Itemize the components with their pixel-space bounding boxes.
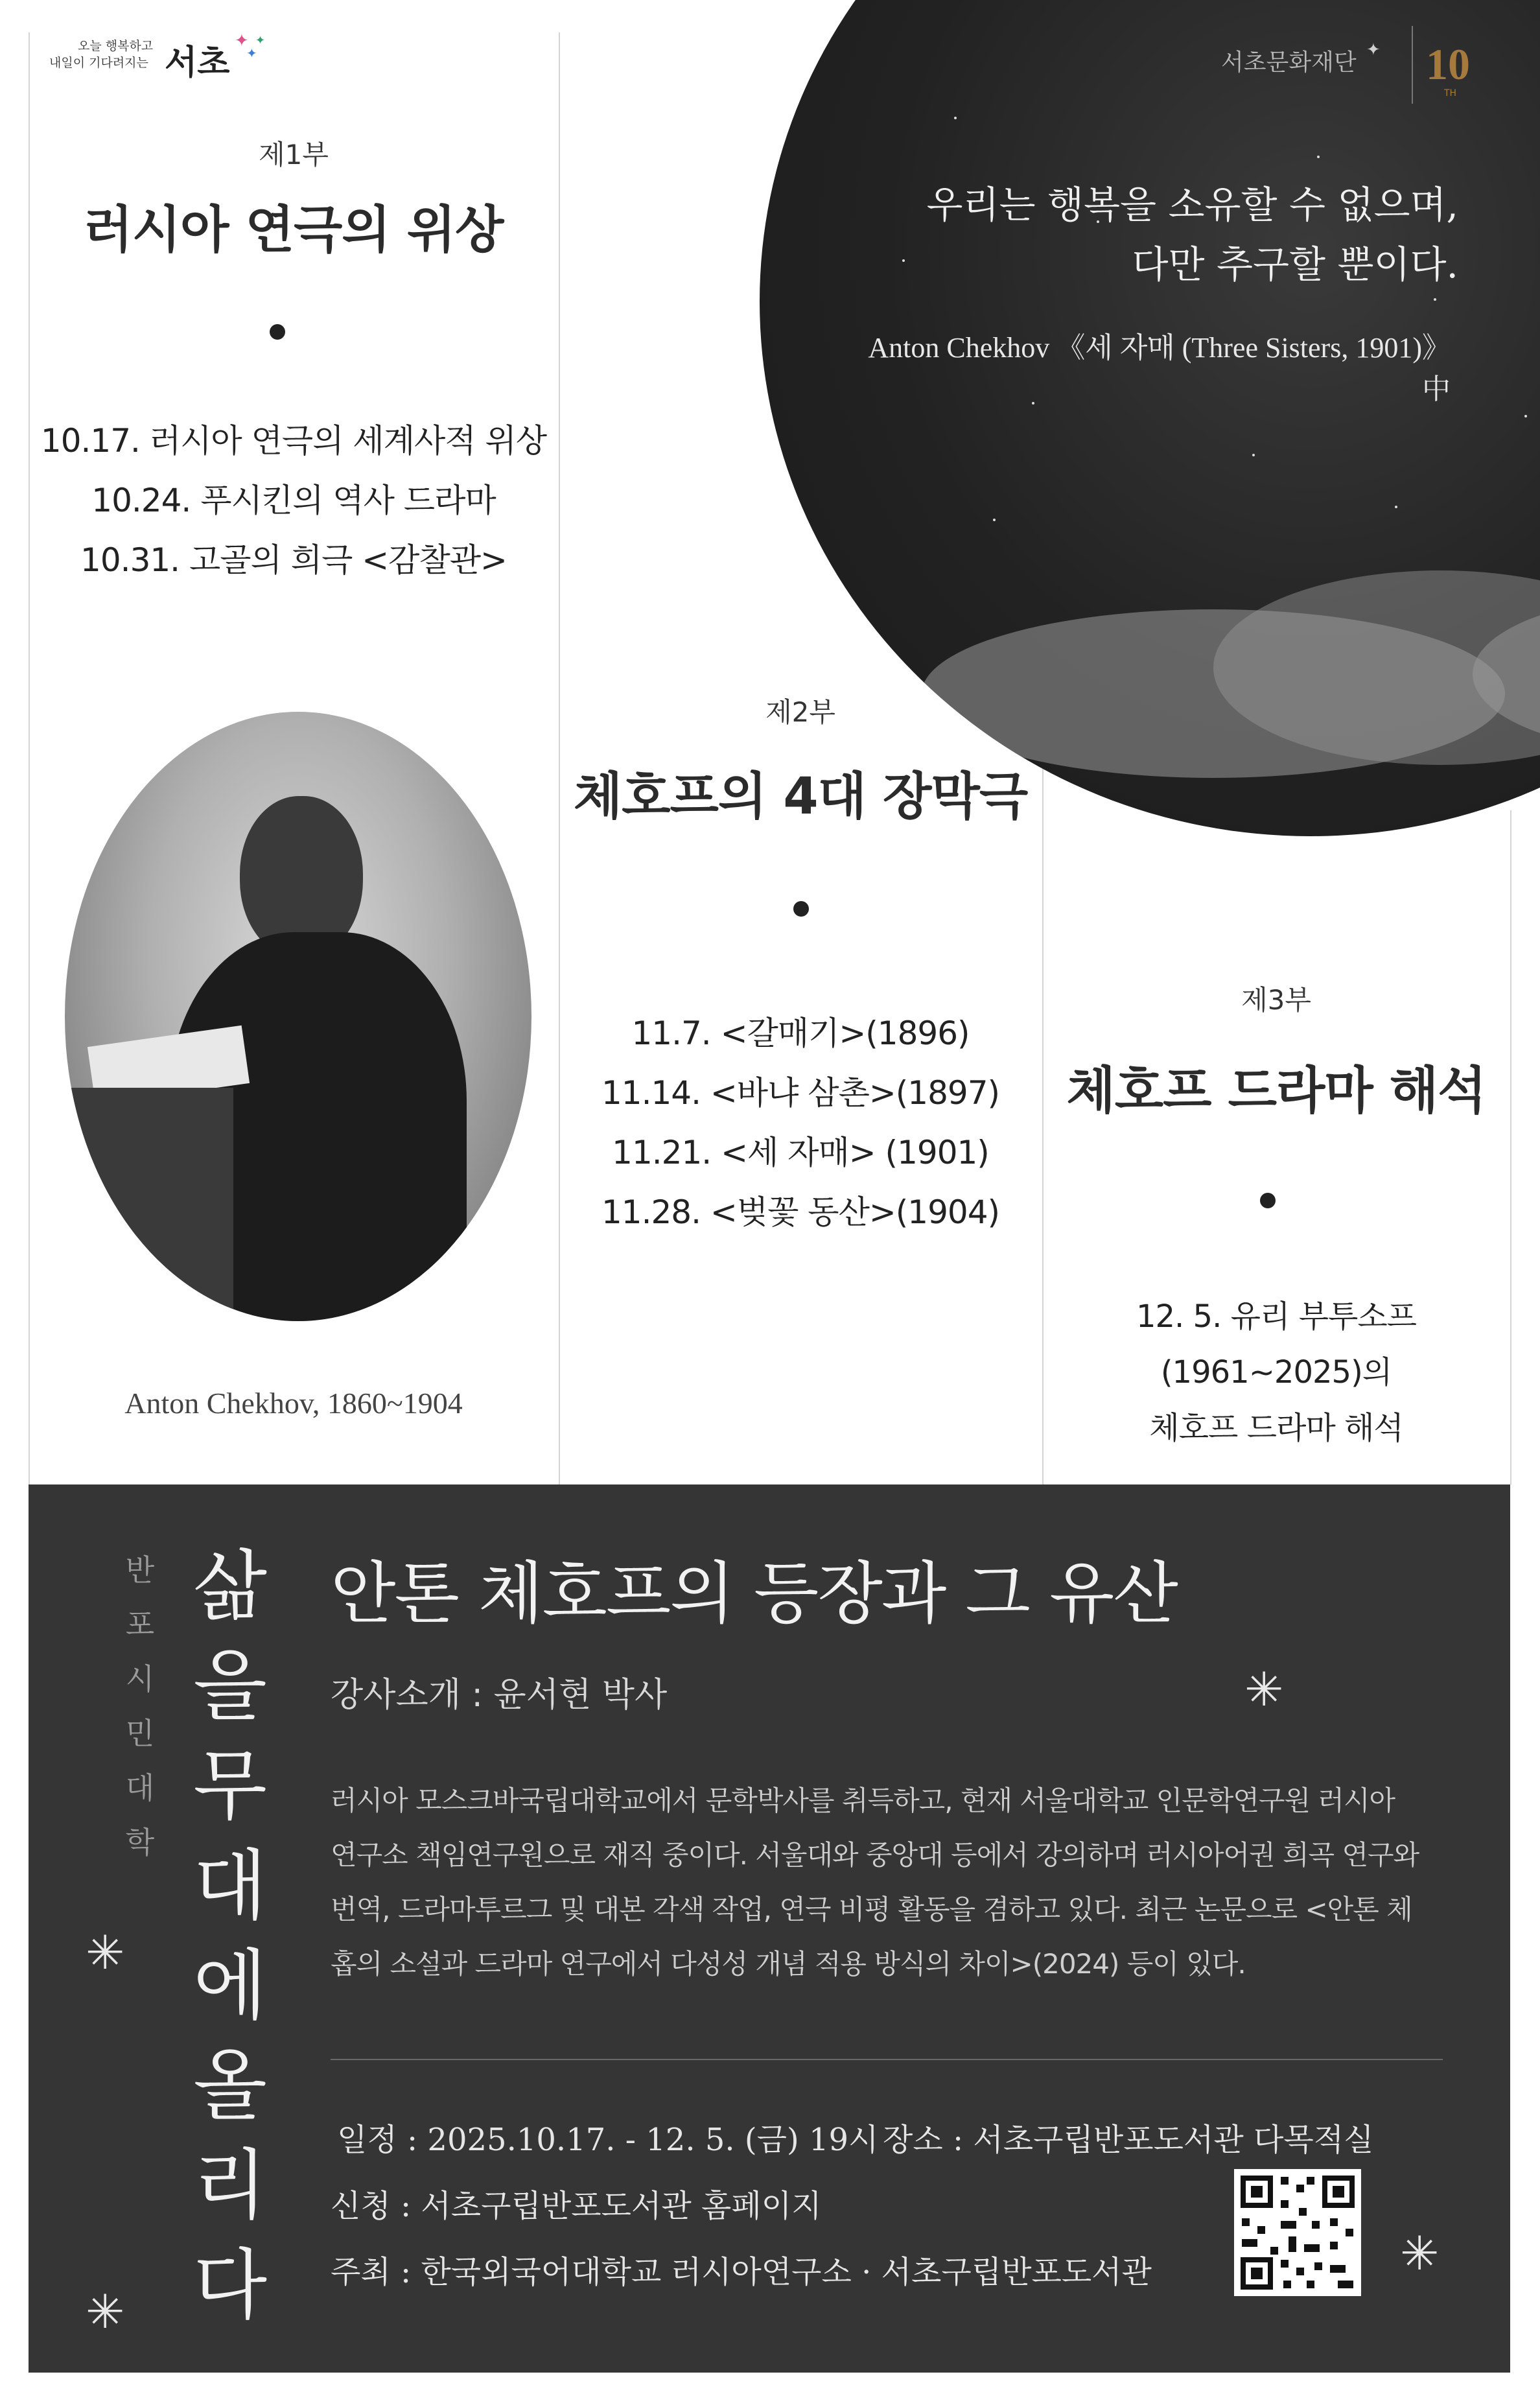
venue-info: 장소 : 서초구립반포도서관 다목적실 [883,2122,1374,2158]
sparkle-icon: ✳ [86,2284,125,2339]
quote-line2: 다만 추구할 뿐이다. [1132,242,1458,287]
part2-title: 체호프의 4대 장막극 [573,768,1028,826]
lecturer-bio: 러시아 모스크바국립대학교에서 문학박사를 취득하고, 현재 서울대학교 인문학연구원 러시아 연구소 책임연구원으로 재직 중이다. 서울대와 중앙대 등에서 강의하며 러시아어권 희곡 연구와 번역, 드라마투르그 및 대본 각색 작업, 연극 비평 활동을 겸하고 있다. 최근 논문으로 <안톤 체 홉의 소설과 드라마 연구에서 다성성 개념 적용 방식의 차이>(2024) 등이 있다. [331,1785,1419,1980]
list-item: 11.14. <바냐 삼촌>(1897) [601,1074,1000,1112]
sparkle-icon: ✳ [1400,2226,1440,2281]
divider-line [331,2059,1443,2060]
part2-label: 제2부 [765,696,835,728]
part1-title: 러시아 연극의 위상 [84,201,504,259]
quote-source: Anton Chekhov 《세 자매 (Three Sisters, 1901)》 中 [868,332,1451,405]
star-icon: ✦ [1366,40,1381,60]
list-item: 10.31. 고골의 희극 <감찰관> [80,541,507,579]
chekhov-portrait [65,712,531,1321]
part3-title: 체호프 드라마 해석 [1066,1062,1486,1120]
divider-line [1412,26,1413,104]
divider-line [1510,810,1511,1484]
anniversary-suffix: TH [1444,88,1457,99]
slogan-line1: 오늘 행복하고 [78,39,154,53]
schedule-info: 일정 : 2025.10.17. - 12. 5. (금) 19시 [337,2122,879,2158]
sparkle-icon: ✳ [1244,1662,1284,1717]
sparkle-icon: ✳ [86,1925,125,1980]
bullet-dot [270,324,285,340]
part2-schedule [559,1003,1042,1242]
host-info: 주최 : 한국외국어대학교 러시아연구소 · 서초구립반포도서관 [331,2254,1152,2290]
qr-code[interactable] [1234,2169,1361,2296]
city-name: 서초 [165,43,230,82]
quote-text [817,175,1458,294]
star-icon: ✦ [255,34,266,47]
list-item: 체호프 드라마 해석 [1149,1410,1403,1446]
portrait-caption: Anton Chekhov, 1860~1904 [124,1387,463,1420]
part3-label: 제3부 [1241,984,1311,1016]
lecture-title: 안톤 체호프의 등장과 그 유산 [331,1554,1177,1633]
anniversary-number: 10 [1426,40,1470,89]
bullet-dot [793,901,809,917]
bullet-dot [1260,1193,1276,1208]
program-vertical-title: 삶 을 무 대 에 올 리 다 [193,1542,267,2330]
list-item: 11.28. <벚꽃 동산>(1904) [601,1193,1000,1231]
foundation-logo: 서초문화재단 [1221,49,1357,76]
qr-code-icon [1234,2169,1361,2296]
part1-schedule [29,411,559,590]
part3-schedule [1042,1289,1510,1456]
list-item: 11.7. <갈매기>(1896) [631,1015,970,1052]
anniversary-logo [1426,32,1484,97]
quote-line1: 우리는 행복을 소유할 수 없으며, [926,183,1458,227]
list-item: 12. 5. 유리 부투소프(1961~2025)의 [1136,1298,1417,1390]
list-item: 10.17. 러시아 연극의 세계사적 위상 [40,422,547,460]
lecturer-intro: 강사소개 : 윤서현 박사 [331,1676,668,1715]
series-vertical-label: 반 포 시 민 대 학 [125,1553,155,1860]
seocho-logo [48,31,268,82]
list-item: 10.24. 푸시킨의 역사 드라마 [91,482,496,519]
list-item: 11.21. <세 자매> (1901) [612,1134,989,1171]
star-icon: ✦ [235,31,249,51]
part1-label: 제1부 [259,139,329,170]
slogan-line2: 내일이 기다려지는 [49,56,148,70]
apply-info: 신청 : 서초구립반포도서관 홈페이지 [331,2188,822,2224]
star-icon: ✦ [246,45,257,61]
